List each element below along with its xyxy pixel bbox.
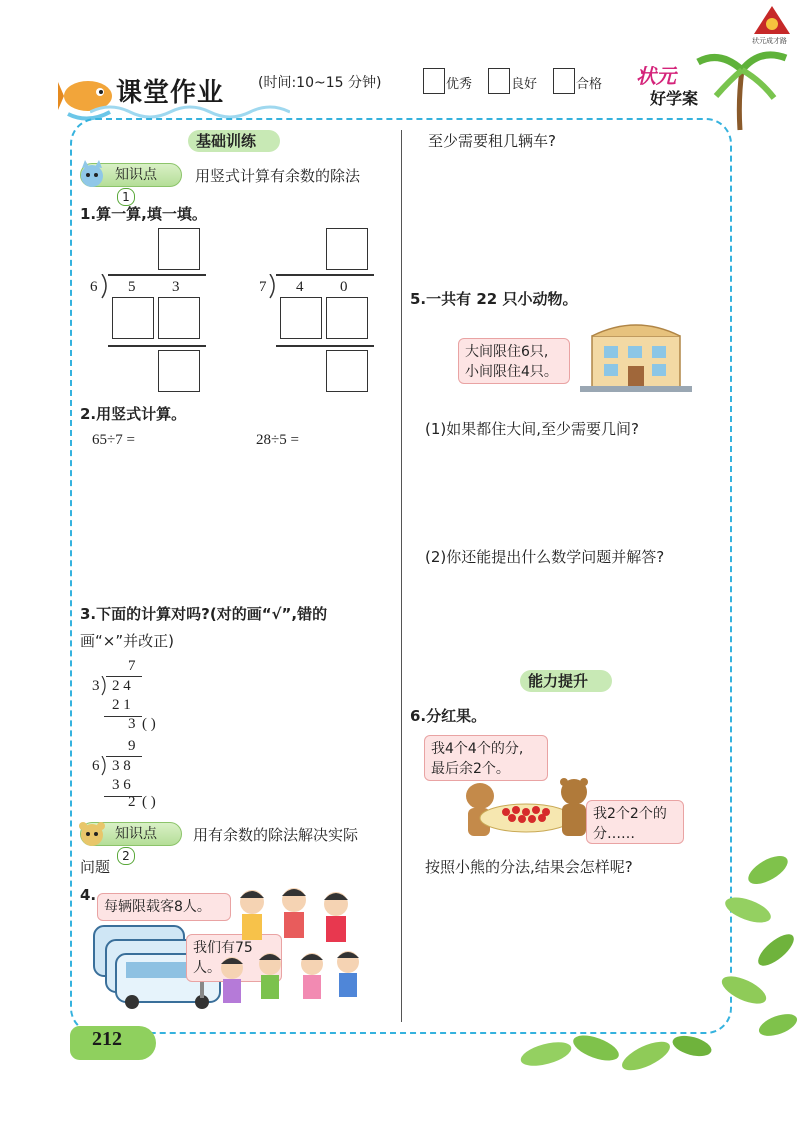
question-4-continued: 至少需要租几辆车? [428,132,556,150]
divisor-value: 7 [259,279,267,295]
section-title-basic: 基础训练 [196,132,257,150]
kp1-title: 用竖式计算有余数的除法 [195,167,361,185]
publisher-logo-icon [752,4,792,36]
rating-checkbox-excellent[interactable] [423,68,445,94]
divisor: 3 [92,678,100,694]
page-number: 212 [92,1028,122,1050]
rooms-line2: 小间限住4只。 [465,364,558,380]
speech-bubble-capacity: 每辆限载客8人。 [97,893,231,921]
remainder: 2 [128,794,136,810]
kp2-label: 知识点 [115,826,157,842]
rating-label-good: 良好 [511,77,538,92]
kp1-label: 知识点 [115,167,157,183]
bear-line1: 我2个2个的 [593,806,667,822]
remainder: 3 [128,716,136,732]
rooms-line1: 大间限住6只, [465,344,549,360]
quotient-box[interactable] [158,228,200,270]
question-5: 5.一共有 22 只小动物。 [410,290,578,308]
remainder-box[interactable] [158,350,200,392]
dividend-digit: 4 [296,279,304,295]
brand-line2: 好学案 [650,89,699,108]
column-divider [401,130,402,1022]
dividend: 2 4 [112,678,131,694]
expression-a: 65÷7 = [92,432,135,448]
product-box[interactable] [112,297,154,339]
dog-line1: 我4个4个的分, [431,741,524,757]
dog-line2: 最后余2个。 [431,761,510,777]
bear-line2: 分…… [593,826,635,842]
expression-b: 28÷5 = [256,432,299,448]
leaves-decoration-icon [688,840,800,1040]
dividend-digit: 0 [340,279,348,295]
quotient-box[interactable] [326,228,368,270]
speech-bubble-dog [424,735,548,781]
question-3-line2: 画“×”并改正) [80,632,174,650]
product-box[interactable] [158,297,200,339]
product: 3 6 [112,777,131,793]
bear-icon [76,817,108,849]
children-illustration [212,884,372,1012]
quotient: 7 [128,658,136,674]
divisor: 6 [92,758,100,774]
speech-bubble-people: 我们有75人。 [186,934,282,982]
rating-checkbox-pass[interactable] [553,68,575,94]
question-6: 6.分红果。 [410,707,487,725]
brand-line1: 状元 [636,64,676,88]
quotient: 9 [128,738,136,754]
rating-label-pass: 合格 [576,77,603,92]
wave-decoration [90,100,290,120]
question-6-prompt: 按照小熊的分法,结果会怎样呢? [425,858,633,876]
rating-label-excellent: 优秀 [446,77,473,92]
product: 2 1 [112,697,131,713]
kp2-title-line1: 用有余数的除法解决实际 [193,826,359,844]
page-header-title: 课堂作业 [116,78,225,108]
remainder-box[interactable] [326,350,368,392]
question-1: 1.算一算,填一填。 [80,205,207,223]
product-box[interactable] [326,297,368,339]
dividend-digit: 5 [128,279,136,295]
question-3-line1: 3.下面的计算对吗?(对的画“√”,错的 [80,605,328,623]
kp2-title-line2: 问题 [80,858,111,876]
cat-icon [76,158,108,190]
question-4-number: 4. [80,886,97,904]
product-box[interactable] [280,297,322,339]
answer-paren[interactable]: ( ) [142,716,156,732]
publisher-logo-text: 状元成才路 [752,37,787,45]
hotel-building-illustration [580,316,692,392]
speech-bubble-rooms [458,338,570,384]
answer-paren[interactable]: ( ) [142,794,156,810]
animals-sharing-fruit-illustration [440,776,610,842]
dividend-digit: 3 [172,279,180,295]
kp1-number: 1 [117,188,135,206]
bottom-leaves-icon [516,1020,716,1080]
dividend: 3 8 [112,758,131,774]
rating-checkbox-good[interactable] [488,68,510,94]
time-label: (时间:10~15 分钟) [258,75,382,91]
question-2: 2.用竖式计算。 [80,405,187,423]
question-5-part-2: (2)你还能提出什么数学问题并解答? [425,548,665,566]
section-title-advanced: 能力提升 [528,672,589,690]
question-5-part-1: (1)如果都住大间,至少需要几间? [425,420,639,438]
kp2-number: 2 [117,847,135,865]
speech-bubble-bear [586,800,684,844]
divisor-value: 6 [90,279,98,295]
